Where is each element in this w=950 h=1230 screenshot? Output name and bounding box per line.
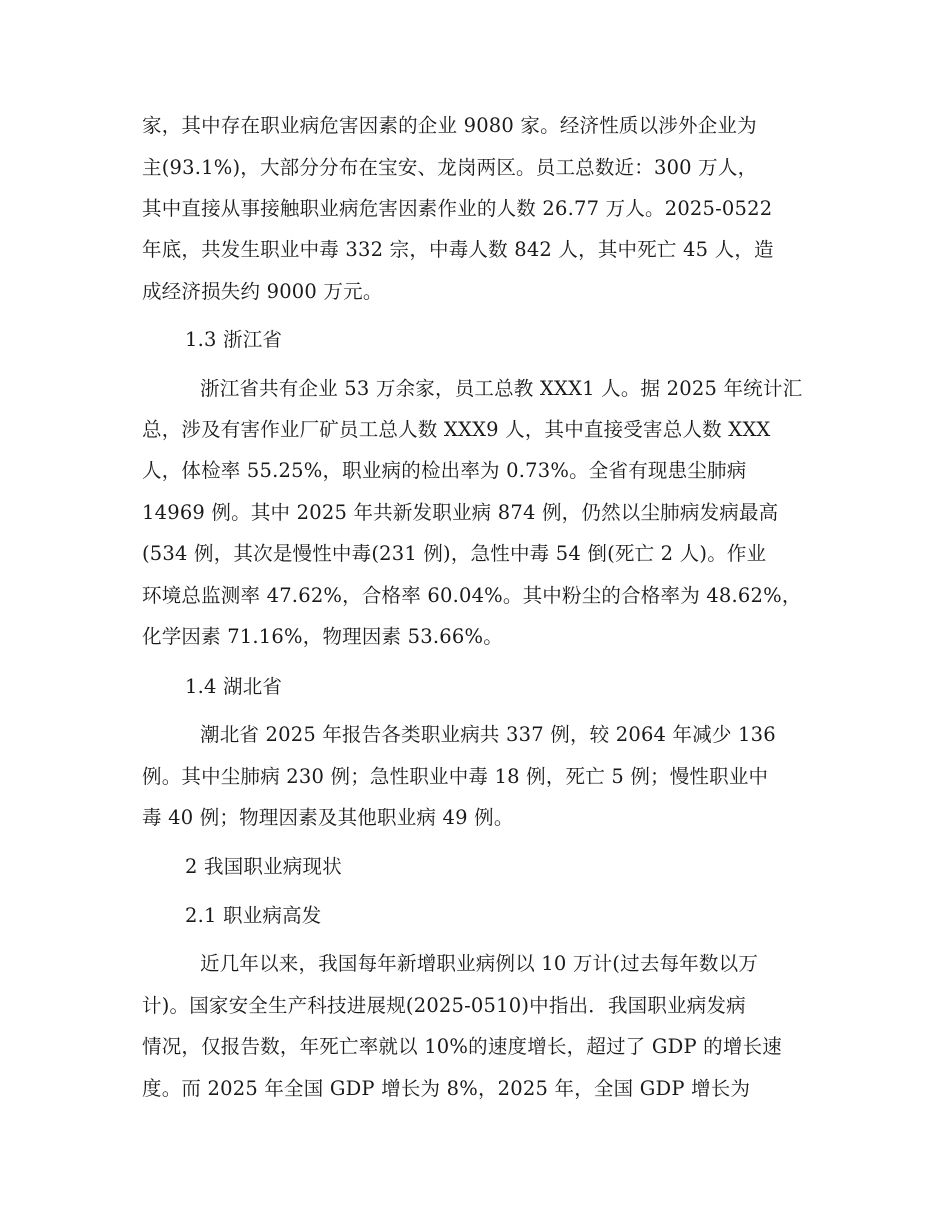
- paragraph-line: 情况，仅报告数，年死亡率就以 10%的速度增长，超过了 GDP 的增长速: [142, 1035, 782, 1058]
- paragraph-line: 年底，共发生职业中毒 332 宗，中毒人数 842 人，其中死亡 45 人，造: [142, 238, 774, 261]
- paragraph-line: 主(93.1%)，大部分分布在宝安、龙岗两区。员工总数近：300 万人，: [142, 156, 758, 179]
- section-heading-high-incidence: 2.1 职业病高发: [185, 904, 322, 927]
- paragraph-line: 家，其中存在职业病危害因素的企业 9080 家。经济性质以涉外企业为: [142, 114, 757, 137]
- paragraph-line: 度。而 2025 年全国 GDP 增长为 8%，2025 年，全国 GDP 增长为: [142, 1077, 751, 1100]
- paragraph-line: 其中直接从事接触职业病危害因素作业的人数 26.77 万人。2025-0522: [142, 197, 773, 220]
- paragraph-line: 近几年以来，我国每年新增职业病例以 10 万计(过去每年数以万: [200, 952, 759, 975]
- paragraph-line: 化学因素 71.16%，物理因素 53.66%。: [142, 625, 503, 648]
- paragraph-line: 潮北省 2025 年报告各类职业病共 337 例，较 2064 年减少 136: [200, 723, 776, 746]
- paragraph-line: 毒 40 例；物理因素及其他职业病 49 例。: [142, 806, 514, 829]
- section-heading-zhejiang: 1.3 浙江省: [185, 328, 283, 351]
- paragraph-line: 环境总监测率 47.62%，合格率 60.04%。其中粉尘的合格率为 48.62%，: [142, 584, 802, 607]
- paragraph-line: 成经济损失约 9000 万元。: [142, 280, 383, 303]
- section-heading-hubei: 1.4 湖北省: [185, 675, 283, 698]
- paragraph-line: (534 例，其次是慢性中毒(231 例)，急性中毒 54 倒(死亡 2 人)。作业: [142, 542, 767, 565]
- paragraph-line: 人，体检率 55.25%，职业病的检出率为 0.73%。全省有现患尘肺病: [142, 459, 747, 482]
- section-heading-national: 2 我国职业病现状: [185, 855, 342, 878]
- paragraph-line: 例。其中尘肺病 230 例；急性职业中毒 18 例，死亡 5 例；慢性职业中: [142, 765, 769, 788]
- paragraph-line: 计)。国家安全生产科技进展规(2025-0510)中指出．我国职业病发病: [142, 994, 746, 1017]
- paragraph-line: 总，涉及有害作业厂矿员工总人数 XXX9 人，其中直接受害总人数 XXX: [142, 418, 771, 441]
- paragraph-line: 14969 例。其中 2025 年共新发职业病 874 例，仍然以尘肺病发病最高: [142, 501, 779, 524]
- paragraph-line: 浙江省共有企业 53 万余家，员工总教 XXX1 人。据 2025 年统计汇: [200, 377, 803, 400]
